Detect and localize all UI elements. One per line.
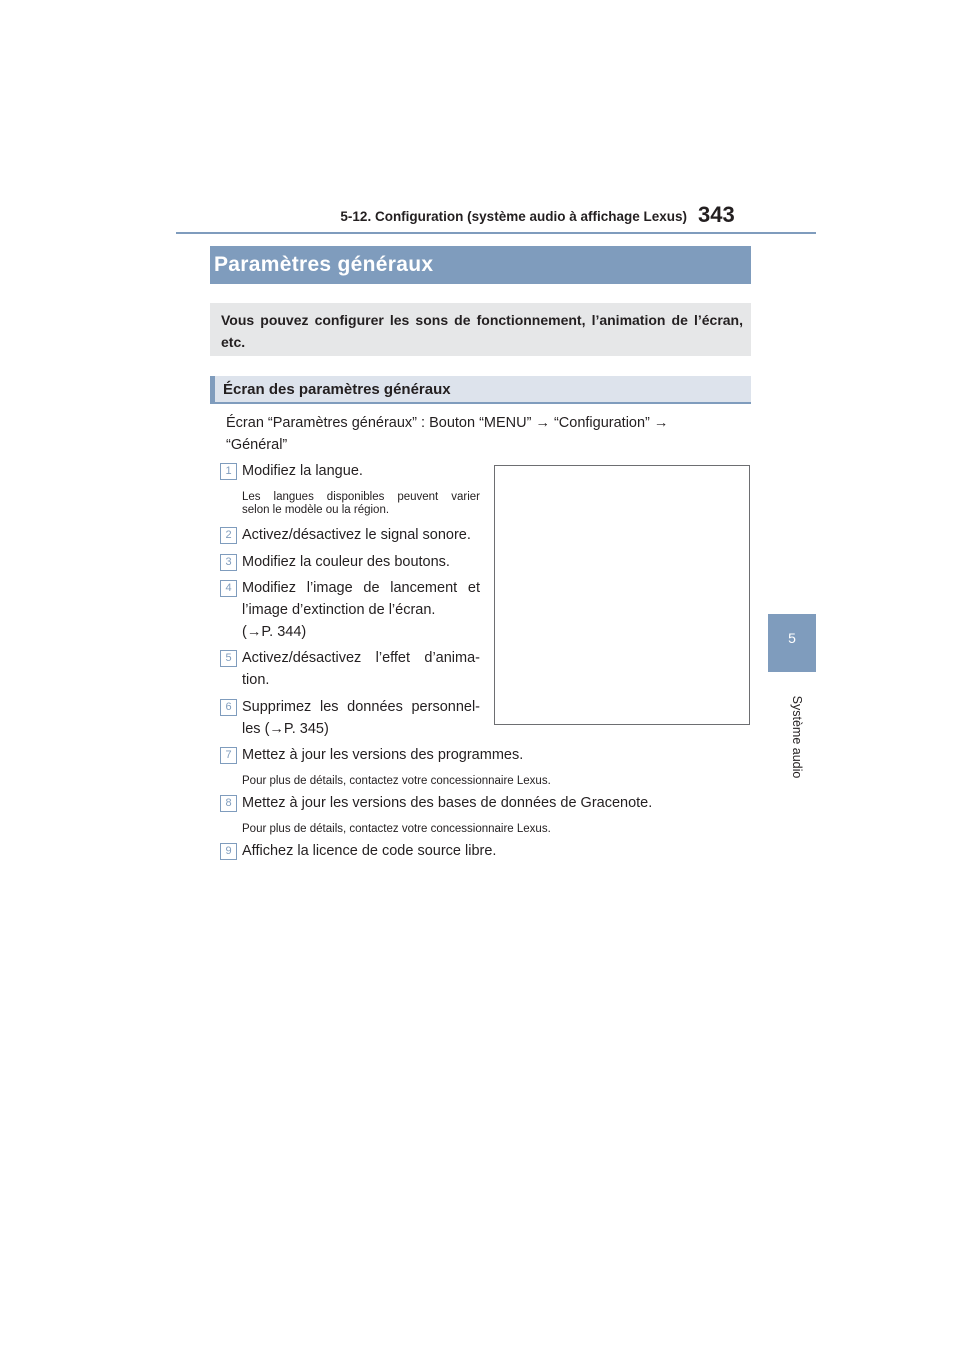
item-number-badge: 3 xyxy=(220,554,237,571)
item-number-badge: 8 xyxy=(220,795,237,812)
note-line: Les langues disponibles peuvent varier xyxy=(242,491,480,503)
note-line: Pour plus de détails, contactez votre concessionnaire Lexus. xyxy=(242,823,551,835)
page-title: Paramètres généraux xyxy=(214,253,434,276)
item-text-line: Modifiez l’image de lancement et xyxy=(242,580,480,596)
item-text-line: Modifiez la couleur des boutons. xyxy=(242,554,450,570)
running-header-section: 5-12. Configuration (système audio à affichage Lexus) xyxy=(340,209,687,224)
item-number-badge: 7 xyxy=(220,747,237,764)
list-item xyxy=(242,460,480,482)
note-line: Pour plus de détails, contactez votre concessionnaire Lexus. xyxy=(242,775,551,787)
item-note xyxy=(242,491,480,517)
page-number: 343 xyxy=(698,202,735,227)
list-item xyxy=(242,551,480,573)
item-number-badge: 5 xyxy=(220,650,237,667)
list-item xyxy=(242,577,480,643)
navigation-path xyxy=(226,412,746,456)
item-number-badge: 2 xyxy=(220,527,237,544)
list-item xyxy=(242,647,480,691)
item-text-line: Mettez à jour les versions des programmes. xyxy=(242,747,524,763)
item-number-badge: 1 xyxy=(220,463,237,480)
subsection-rule xyxy=(210,402,751,404)
item-number-badge: 4 xyxy=(220,580,237,597)
item-text-line: (→P. 344) xyxy=(242,624,307,640)
list-item xyxy=(242,696,480,740)
list-item xyxy=(242,524,480,546)
list-item xyxy=(242,744,523,766)
item-text-line: Activez/désactivez l’effet d’anima- xyxy=(242,650,480,666)
item-text-line: Mettez à jour les versions des bases de données de Gracenote. xyxy=(242,795,653,811)
screen-illustration-frame xyxy=(494,465,750,725)
item-text-line: les (→P. 345) xyxy=(242,721,329,737)
item-text-line: l’image d’extinction de l’écran. xyxy=(242,602,436,618)
note-line: selon le modèle ou la région. xyxy=(242,504,390,516)
navigation-line-1: Écran “Paramètres généraux” : Bouton “MENU” → “Configuration” → xyxy=(226,415,669,431)
item-text-line: tion. xyxy=(242,672,270,688)
chapter-number: 5 xyxy=(788,630,796,646)
intro-text: Vous pouvez configurer les sons de fonctionnement, l’animation de l’écran, etc. xyxy=(221,312,743,350)
item-text-line: Activez/désactivez le signal sonore. xyxy=(242,527,471,543)
item-number-badge: 6 xyxy=(220,699,237,716)
item-note xyxy=(242,775,551,788)
item-text-line: Affichez la licence de code source libre. xyxy=(242,843,497,859)
navigation-line-2: “Général” xyxy=(226,437,288,453)
subsection-title: Écran des paramètres généraux xyxy=(223,381,451,398)
list-item xyxy=(242,840,496,862)
item-number-badge: 9 xyxy=(220,843,237,860)
item-text-line: Supprimez les données personnel- xyxy=(242,699,480,715)
list-item xyxy=(242,792,652,814)
subsection-accent xyxy=(210,376,215,402)
chapter-label: Système audio xyxy=(790,695,804,779)
header-rule xyxy=(176,232,816,234)
item-note xyxy=(242,823,551,836)
item-text-line: Modifiez la langue. xyxy=(242,463,363,479)
